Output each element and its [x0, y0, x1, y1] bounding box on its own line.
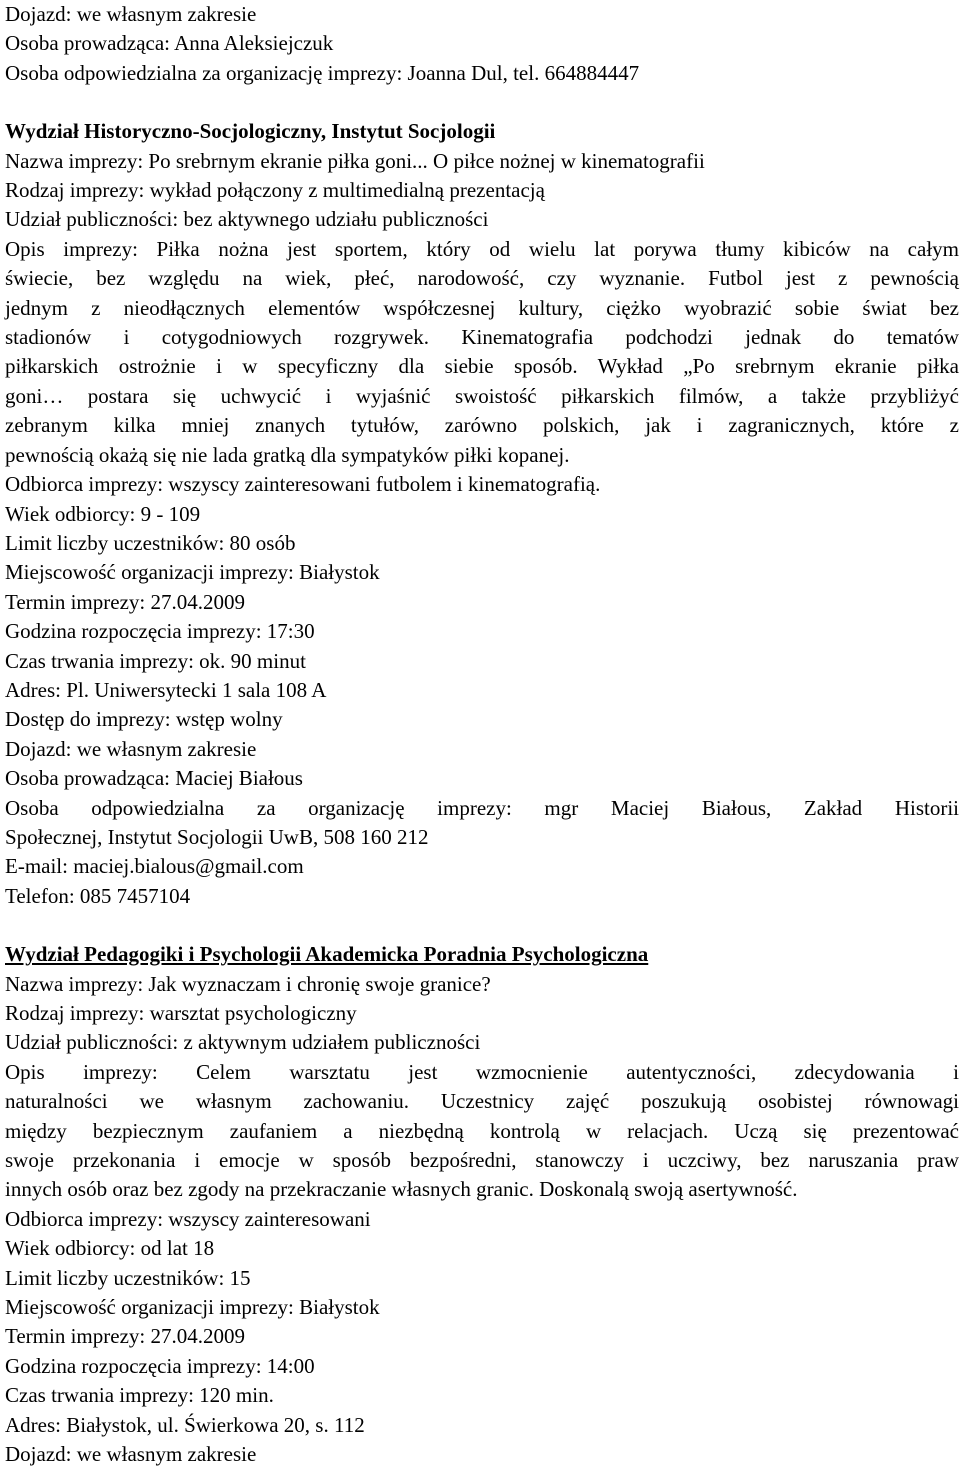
- description-line: goni… postara się uchwycić i wyjaśnić swoistość piłkarskich filmów, a także przybliżyć: [5, 383, 959, 408]
- event-limit: Limit liczby uczestników: 80 osób: [5, 530, 296, 555]
- description-line: Opis imprezy: Celem warsztatu jest wzmocnienie autentyczności, zdecydowania i: [5, 1059, 959, 1084]
- event-description: [5, 235, 959, 470]
- event-address: Adres: Białystok, ul. Świerkowa 20, s. 112: [5, 1412, 365, 1437]
- event-2: [5, 940, 959, 1469]
- event-type: Rodzaj imprezy: warsztat psychologiczny: [5, 1001, 357, 1025]
- description-line: świecie, bez względu na wiek, płeć, narodowość, czy wyznanie. Futbol jest z pewnością: [5, 266, 959, 291]
- description-line: swoje przekonania i emocje w sposób bezpośredni, stanowczy i uczciwy, bez naruszania praw: [5, 1148, 959, 1173]
- event-audience: Odbiorca imprezy: wszyscy zainteresowani: [5, 1206, 371, 1231]
- event-duration: Czas trwania imprezy: ok. 90 minut: [5, 648, 306, 673]
- event-date: Termin imprezy: 27.04.2009: [5, 589, 245, 614]
- event-duration: Czas trwania imprezy: 120 min.: [5, 1383, 274, 1408]
- event-email: E-mail: maciej.bialous@gmail.com: [5, 854, 304, 879]
- description-line: stadionów i cotygodniowych rozgrywek. Kinematografia podchodzi jednak do tematów: [5, 325, 959, 350]
- event-organizer-line: Społecznej, Instytut Socjologii UwB, 508 160 212: [5, 824, 429, 849]
- event-1: [5, 117, 959, 911]
- event-participation: Udział publiczności: bez aktywnego udziału publiczności: [5, 207, 489, 232]
- event-access: Dostęp do imprezy: wstęp wolny: [5, 707, 283, 732]
- organizer-line: Osoba odpowiedzialna za organizację imprezy: Joanna Dul, tel. 664884447: [5, 60, 640, 85]
- event-place: Miejscowość organizacji imprezy: Białystok: [5, 1295, 380, 1320]
- description-line: piłkarskich ostrożnie i w specyficzny dla siebie sposób. Wykład „Po srebrnym ekranie piłka: [5, 354, 959, 379]
- description-line: zebranym kilka mniej znanych tytułów, zarówno polskich, jak i zagranicznych, które z: [5, 413, 959, 438]
- event-transport: Dojazd: we własnym zakresie: [5, 1442, 257, 1467]
- description-line: innych osób oraz bez zgody na przekraczanie własnych granic. Doskonalą swoją asertywność.: [5, 1177, 798, 1202]
- faculty-heading: Wydział Historyczno-Socjologiczny, Instytut Socjologii: [5, 119, 496, 144]
- event-place: Miejscowość organizacji imprezy: Białystok: [5, 560, 380, 585]
- event-limit: Limit liczby uczestników: 15: [5, 1265, 251, 1290]
- event-name: Nazwa imprezy: Po srebrnym ekranie piłka goni... O piłce nożnej w kinematografii: [5, 148, 705, 173]
- host-line: Osoba prowadząca: Anna Aleksiejczuk: [5, 31, 334, 56]
- event-time: Godzina rozpoczęcia imprezy: 14:00: [5, 1353, 315, 1378]
- event-transport: Dojazd: we własnym zakresie: [5, 736, 257, 761]
- event-participation: Udział publiczności: z aktywnym udziałem publiczności: [5, 1030, 481, 1055]
- description-line: między bezpiecznym zaufaniem a niezbędną kontrolą w relacjach. Uczą się prezentować: [5, 1118, 959, 1143]
- event-host: Osoba prowadząca: Maciej Białous: [5, 766, 303, 791]
- event-time: Godzina rozpoczęcia imprezy: 17:30: [5, 619, 315, 644]
- event-type: Rodzaj imprezy: wykład połączony z multimedialną prezentacją: [5, 178, 545, 203]
- description-line: jednym z nieodłącznych elementów współczesnej kultury, ciężko wyobrazić sobie świat bez: [5, 295, 959, 320]
- event-age: Wiek odbiorcy: od lat 18: [5, 1236, 215, 1261]
- event-date: Termin imprezy: 27.04.2009: [5, 1324, 245, 1349]
- description-line: naturalności we własnym zachowaniu. Uczestnicy zajęć poszukują osobistej równowagi: [5, 1089, 959, 1114]
- event-description: [5, 1058, 959, 1205]
- description-line: Opis imprezy: Piłka nożna jest sportem, który od wielu lat porywa tłumy kibiców na całym: [5, 236, 959, 261]
- event-organizer-line: Osoba odpowiedzialna za organizację imprezy: mgr Maciej Białous, Zakład Historii: [5, 795, 959, 820]
- description-line: pewnością okażą się nie lada gratką dla sympatyków piłki kopanej.: [5, 442, 570, 467]
- spacer: [5, 88, 959, 117]
- transport-line: Dojazd: we własnym zakresie: [5, 2, 257, 26]
- spacer: [5, 911, 959, 940]
- intro-block: [5, 0, 959, 88]
- event-audience: Odbiorca imprezy: wszyscy zainteresowani futbolem i kinematografią.: [5, 472, 601, 497]
- faculty-heading: Wydział Pedagogiki i Psychologii Akademicka Poradnia Psychologiczna: [5, 942, 649, 967]
- event-phone: Telefon: 085 7457104: [5, 883, 191, 908]
- event-address: Adres: Pl. Uniwersytecki 1 sala 108 A: [5, 677, 327, 702]
- event-age: Wiek odbiorcy: 9 - 109: [5, 501, 201, 526]
- event-name: Nazwa imprezy: Jak wyznaczam i chronię swoje granice?: [5, 971, 491, 996]
